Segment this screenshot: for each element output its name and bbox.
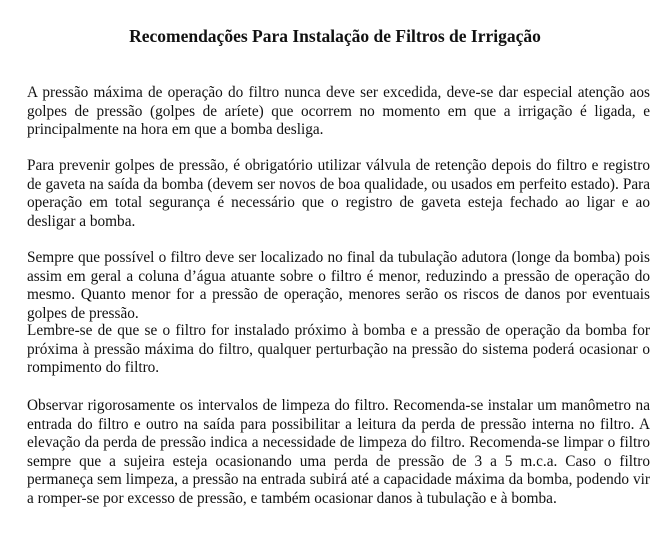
paragraph-prevent-surges: Para prevenir golpes de pressão, é obrigatório utilizar válvula de retenção depois do filtro e registro de gaveta na saída da bomba (devem ser novos de boa qualidade, ou usados em perfeito estado). Para operação em total segurança é necessário que o registro de gaveta esteja fechado ao ligar e ao desligar a bomba. xyxy=(27,157,650,230)
paragraph-pressure-limit: A pressão máxima de operação do filtro nunca deve ser excedida, deve-se dar especial atenção aos golpes de pressão (golpes de aríete) que ocorrem no momento em que a irrigação é ligada, e principalmente na hora em que a bomba desliga. xyxy=(27,84,650,138)
paragraph-pump-proximity: Lembre-se de que se o filtro for instalado próximo à bomba e a pressão de operação da bomba for próxima à pressão máxima do filtro, qualquer perturbação na pressão do sistema poderá ocasionar o rompimento do filtro. xyxy=(27,322,650,376)
paragraph-filter-location: Sempre que possível o filtro deve ser localizado no final da tubulação adutora (longe da bomba) pois assim em geral a coluna d’água atuante sobre o filtro é menor, reduzindo a pressão de operação do mesmo. Quanto menor for a pressão de operação, menores serão os riscos de danos por eventuais golpes de pressão. xyxy=(27,249,650,322)
paragraph-cleaning-intervals: Observar rigorosamente os intervalos de limpeza do filtro. Recomenda-se instalar um manômetro na entrada do filtro e outro na saída para possibilitar a leitura da perda de pressão interna no filtro. A elevação da perda de pressão indica a necessidade de limpeza do filtro. Recomenda-se limpar o filtro sempre que a sujeira esteja ocasionando uma perda de pressão de 3 a 5 m.c.a. Caso o filtro permaneça sem limpeza, a pressão na entrada subirá até a capacidade máxima da bomba, podendo vir a romper-se por excesso de pressão, e também ocasionar danos à tubulação e à bomba. xyxy=(27,397,650,507)
document-title: Recomendações Para Instalação de Filtros de Irrigação xyxy=(129,26,541,46)
